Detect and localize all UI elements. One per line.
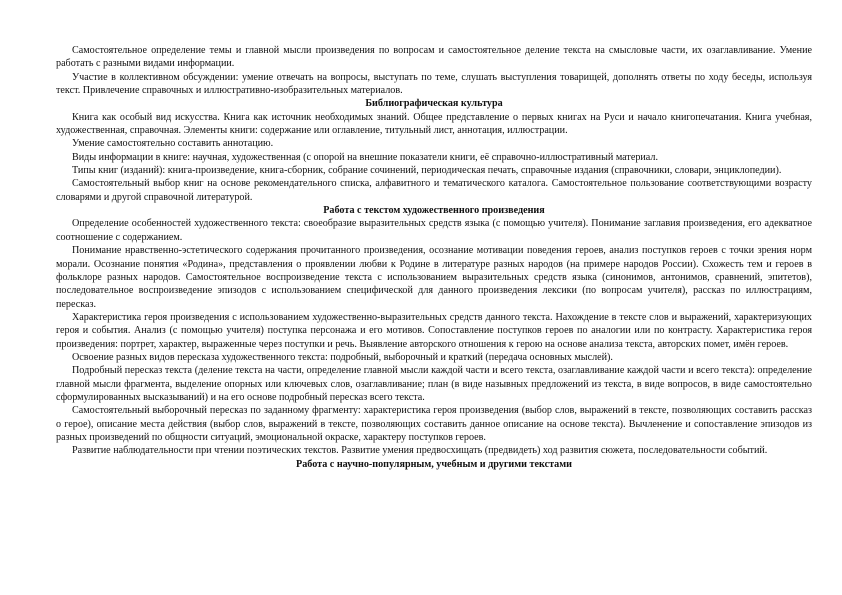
paragraph: Понимание нравственно-эстетического содержания прочитанного произведения, осознание мотивации поведения героев, анализ поступков героев с точки зрения норм морали. Осознание понятия «Родина», представления о проявлении любви к Родине в литературе разных народов (на примере народов России). Схожесть тем и героев в фольклоре разных народов. Самостоятельное воспроизведение текста с использованием выразительных средств языка (синонимов, антонимов, сравнений, эпитетов), последовательное воспроизведение эпизодов с использованием специфической для данного произведения лексики (по вопросам учителя), рассказ по иллюстрациям, пересказ. [56, 245, 812, 310]
section-heading: Работа с текстом художественного произведения [323, 205, 545, 217]
document-page [56, 44, 812, 471]
paragraph: Самостоятельный выборочный пересказ по заданному фрагменту: характеристика героя произведения (выбор слов, выражений в тексте, позволяющих составить рассказ о герое), описание места действия (выбор слов, выражений в тексте, позволяющих составить данное описание на основе текста). Вычленение и сопоставление эпизодов из разных произведений по общности ситуаций, эмоциональной окраске, характеру поступков героев. [56, 405, 812, 443]
paragraph: Подробный пересказ текста (деление текста на части, определение главной мысли каждой части и всего текста, озаглавливание каждой части и всего текста): определение главной мысли фрагмента, выделение опорных или ключевых слов, озаглавливание; план (в виде назывных предложений из текста, в виде вопросов, в виде самостоятельно сформулированных высказываний) и на его основе подробный пересказ всего текста. [56, 365, 812, 403]
paragraph: Развитие наблюдательности при чтении поэтических текстов. Развитие умения предвосхищать (предвидеть) ход развития сюжета, последовательности событий. [72, 445, 768, 457]
paragraph: Умение самостоятельно составить аннотацию. [72, 138, 274, 150]
paragraph: Книга как особый вид искусства. Книга как источник необходимых знаний. Общее представление о первых книгах на Руси и начало книгопечатания. Книга учебная, художественная, справочная. Элементы книги: содержание или оглавление, титульный лист, аннотация, иллюстрации. [56, 111, 812, 137]
section-heading: Библиографическая культура [365, 98, 503, 110]
paragraph: Самостоятельный выбор книг на основе рекомендательного списка, алфавитного и тематического каталога. Самостоятельное пользование соответствующими возрасту словарями и другой справочной литературой. [56, 178, 812, 203]
section-heading: Работа с научно-популярным, учебным и другими текстами [296, 458, 572, 470]
paragraph: Виды информации в книге: научная, художественная (с опорой на внешние показатели книги, её справочно-иллюстративный материал. [72, 151, 658, 163]
paragraph: Освоение разных видов пересказа художественного текста: подробный, выборочный и краткий (передача основных мыслей). [72, 351, 613, 363]
paragraph: Участие в коллективном обсуждении: умение отвечать на вопросы, выступать по теме, слушать выступления товарищей, дополнять ответы по ходу беседы, используя текст. Привлечение справочных и иллюстративно-изобразительных материалов. [56, 71, 812, 97]
paragraph: Типы книг (изданий): книга-произведение, книга-сборник, собрание сочинений, периодическая печать, справочные издания (справочники, словари, энциклопедии). [72, 165, 782, 177]
paragraph: Определение особенностей художественного текста: своеобразие выразительных средств языка (с помощью учителя). Понимание заглавия произведения, его адекватное соотношение с содержанием. [56, 218, 812, 243]
paragraph: Самостоятельное определение темы и главной мысли произведения по вопросам и самостоятельное деление текста на смысловые части, их озаглавливание. Умение работать с разными видами информации. [56, 45, 812, 70]
paragraph: Характеристика героя произведения с использованием художественно-выразительных средств данного текста. Нахождение в тексте слов и выражений, характеризующих героя и события. Анализ (с помощью учителя) поступка персонажа и его мотивов. Сопоставление поступков героев по аналогии или по контрасту. Характеристика героя произведения: портрет, характер, выраженные через поступки и речь. Выявление авторского отношения к герою на основе анализа текста, авторских помет, имён героев. [56, 311, 812, 350]
